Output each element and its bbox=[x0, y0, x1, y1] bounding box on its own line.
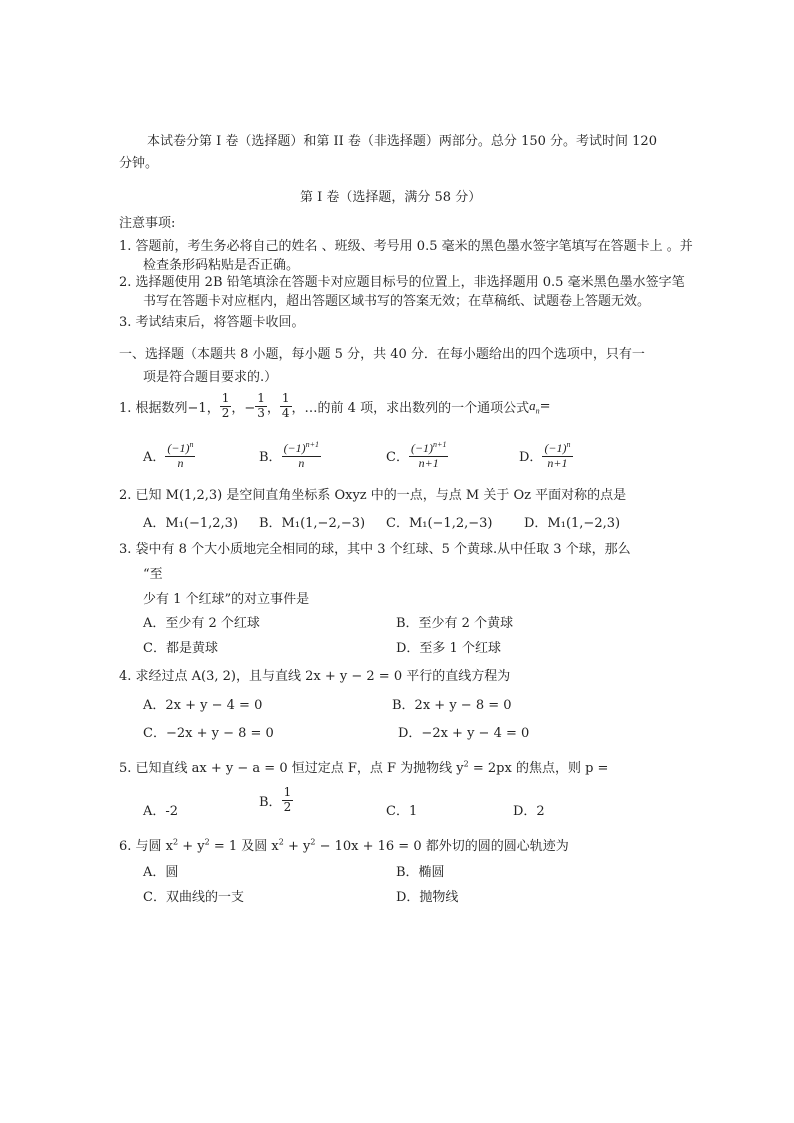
q4-option-d[interactable]: D．−2x + y − 4 = 0 bbox=[398, 726, 530, 741]
q1-fraction-3: $\frac{1}{4}$ bbox=[281, 391, 290, 420]
note-1-line-1: 1. 答题前，考生务必将自己的姓名 、班级、考号用 0.5 毫米的黑色墨水签字笔填写在答题卡上 。并 bbox=[119, 239, 693, 254]
note-2-line-2: 书写在答题卡对应框内，超出答题区域书写的答案无效；在草稿纸、试题卷上答题无效。 bbox=[143, 294, 651, 309]
q4-option-c[interactable]: C．−2x + y − 8 = 0 bbox=[143, 726, 274, 741]
section-1-title: 第 I 卷（选择题，满分 58 分） bbox=[300, 190, 482, 205]
q1-fraction-1: $\frac{1}{2}$ bbox=[221, 391, 230, 420]
q3-option-c[interactable]: C．都是黄球 bbox=[143, 641, 218, 656]
question-3-line-1: 3. 袋中有 8 个大小质地完全相同的球，其中 3 个红球、5 个黄球.从中任取 3 个球，那么 bbox=[119, 542, 631, 557]
q1-stem-c: ， bbox=[266, 400, 280, 416]
intro-line-1: 本试卷分第 I 卷（选择题）和第 II 卷（非选择题）两部分。总分 150 分。考试时间 120 bbox=[147, 134, 657, 149]
q6-option-b[interactable]: B．椭圆 bbox=[396, 865, 445, 880]
q4-option-b[interactable]: B．2x + y − 8 = 0 bbox=[392, 698, 512, 713]
question-6-stem: 6. 与圆 $x^2 + y^2 = 1$ 及圆 $x^2 + y^2 - 10x + 16 = 0$ 都外切的圆的圆心轨迹为 bbox=[119, 837, 569, 854]
q1-stem-e: = bbox=[539, 398, 551, 414]
q1-option-b[interactable]: B． $\frac{(-1)^{n+1}}{n}$ bbox=[259, 440, 320, 470]
note-3: 3. 考试结束后，将答题卡收回。 bbox=[119, 315, 305, 330]
question-3-line-2: “至 bbox=[143, 567, 163, 582]
q3-option-d[interactable]: D．至多 1 个红球 bbox=[396, 641, 501, 656]
q1-fraction-2: $\frac{1}{3}$ bbox=[257, 391, 265, 420]
note-2-line-1: 2. 选择题使用 2B 铅笔填涂在答题卡对应题目标号的位置上，非选择题用 0.5 毫米黑色墨水签字笔 bbox=[119, 275, 685, 290]
part-1-line-2: 项是符合题目要求的.） bbox=[143, 370, 278, 385]
question-2-stem: 2. 已知 M(1,2,3) 是空间直角坐标系 Oxyz 中的一点，与点 M 关于 Oz 平面对称的点是 bbox=[119, 488, 627, 503]
q1-stem-b: ，− bbox=[231, 400, 256, 416]
q2-option-c[interactable]: C．M₁(−1,2,−3) bbox=[386, 516, 493, 531]
q2-option-a[interactable]: A．M₁(−1,2,3) bbox=[143, 516, 239, 531]
q6-option-d[interactable]: D．抛物线 bbox=[396, 890, 459, 905]
q5-option-b[interactable]: B． $\frac{1}{2}$ bbox=[259, 785, 292, 814]
q2-option-d[interactable]: D．M₁(1,−2,3) bbox=[524, 516, 621, 531]
q5-option-a[interactable]: A．-2 bbox=[143, 804, 179, 819]
q1-stem-a: 1. 根据数列−1， bbox=[119, 400, 220, 416]
q1-stem-d: ，…的前 4 项，求出数列的一个通项公式 bbox=[291, 400, 530, 416]
question-5-stem: 5. 已知直线 ax + y − a = 0 恒过定点 F，点 F 为抛物线 $y^2 = 2px$ 的焦点，则 p = bbox=[119, 759, 609, 776]
q6-option-c[interactable]: C．双曲线的一支 bbox=[143, 890, 244, 905]
question-4-stem: 4. 求经过点 A(3, 2)，且与直线 2x + y − 2 = 0 平行的直线方程为 bbox=[119, 669, 511, 684]
part-1-line-1: 一、选择题（本题共 8 小题，每小题 5 分，共 40 分．在每小题给出的四个选项中，只有一 bbox=[119, 347, 645, 362]
q5-option-d[interactable]: D．2 bbox=[513, 804, 545, 819]
q3-option-a[interactable]: A．至少有 2 个红球 bbox=[143, 616, 260, 631]
q1-option-a[interactable]: A． $\frac{(-1)^n}{n}$ bbox=[143, 440, 194, 470]
notes-heading: 注意事项: bbox=[119, 216, 176, 231]
q6-option-a[interactable]: A．圆 bbox=[143, 865, 179, 880]
question-3-line-3: 少有 1 个红球”的对立事件是 bbox=[143, 592, 310, 607]
question-1-stem bbox=[119, 392, 551, 421]
note-1-line-2: 检查条形码粘贴是否正确。 bbox=[143, 258, 300, 273]
q1-option-c[interactable]: C． $\frac{(-1)^{n+1}}{n+1}$ bbox=[386, 440, 447, 470]
q2-option-b[interactable]: B．M₁(1,−2,−3) bbox=[259, 516, 366, 531]
q1-option-d[interactable]: D． $\frac{(-1)^n}{n+1}$ bbox=[519, 440, 571, 470]
intro-line-2: 分钟。 bbox=[119, 156, 159, 171]
q4-option-a[interactable]: A．2x + y − 4 = 0 bbox=[143, 698, 263, 713]
q5-option-c[interactable]: C．1 bbox=[386, 804, 418, 819]
q1-an: $a_n$ bbox=[529, 397, 540, 416]
q3-option-b[interactable]: B．至少有 2 个黄球 bbox=[396, 616, 514, 631]
